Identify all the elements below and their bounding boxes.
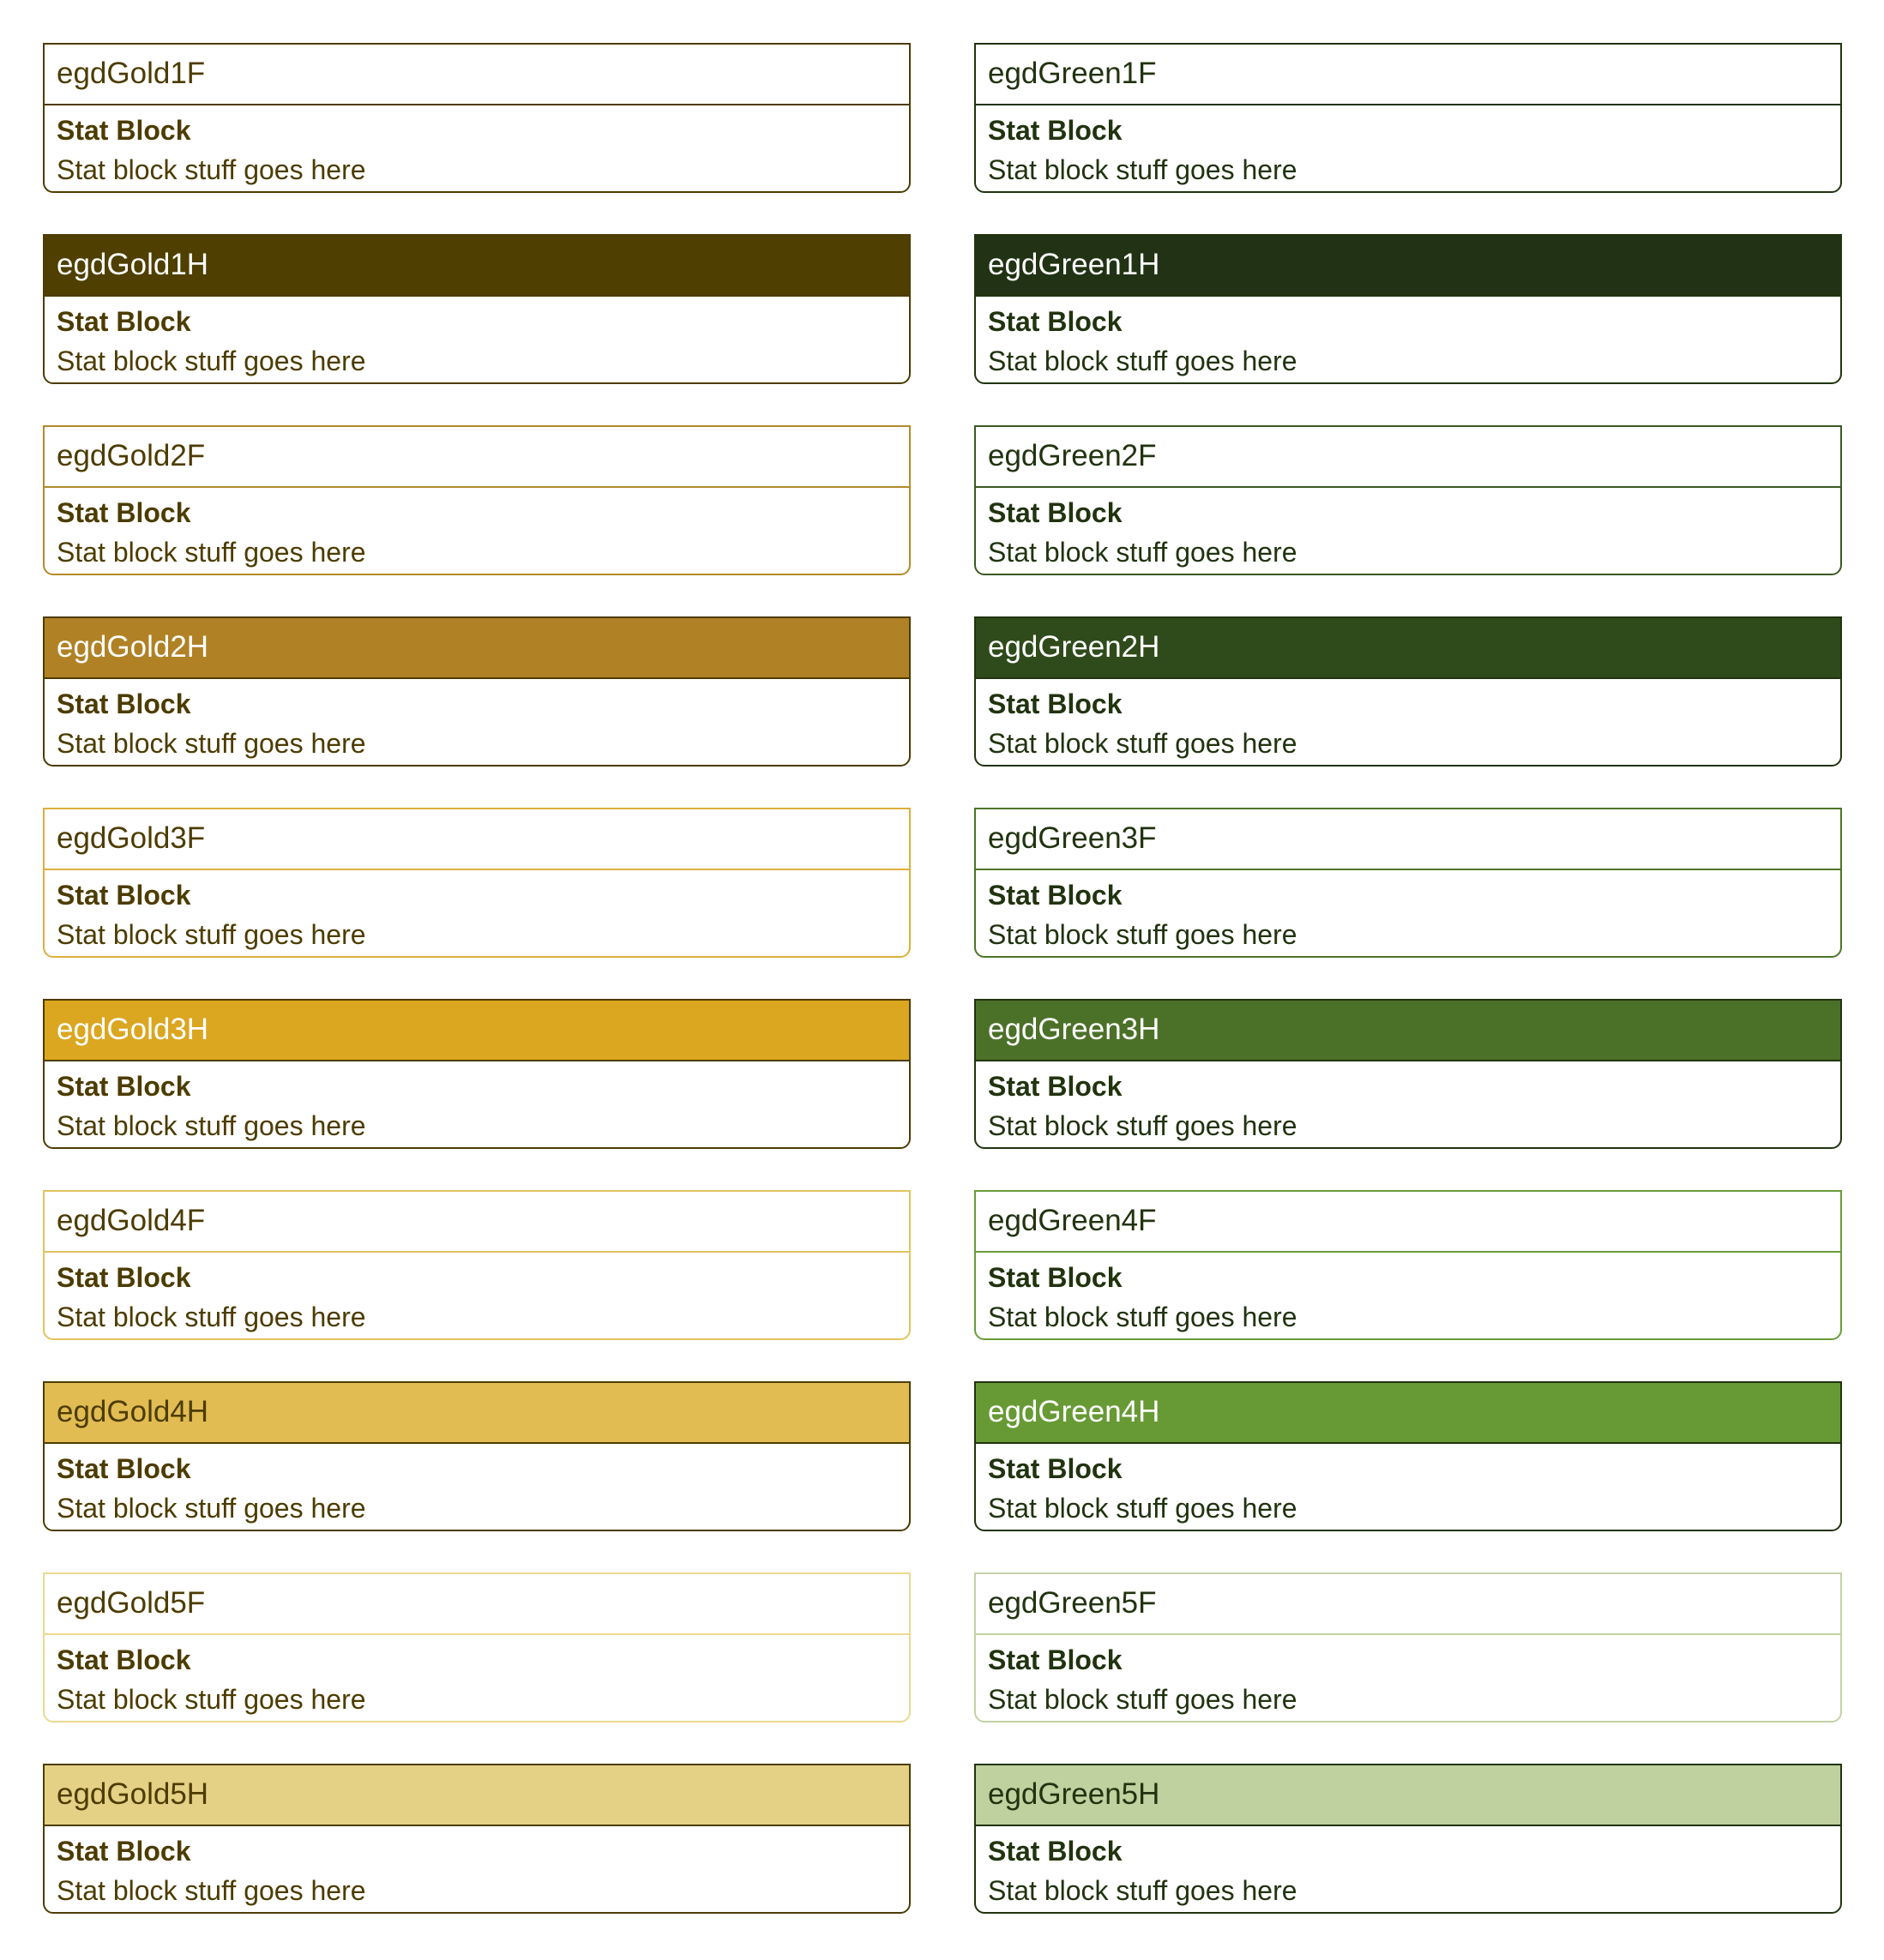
box-body [45,105,909,189]
stat-block-heading: Stat Block [988,497,1123,528]
stat-block-box-green-8 [974,1381,1842,1531]
stat-block-heading: Stat Block [57,1453,191,1484]
stat-block-box-gold-6 [43,999,911,1149]
box-body [45,488,909,572]
stat-block-box-green-3 [974,425,1842,575]
stat-block-heading: Stat Block [57,1836,191,1867]
stat-block-heading: Stat Block [57,306,191,337]
stat-block-box-gold-4 [43,616,911,767]
stat-block-box-green-2 [974,234,1842,384]
stat-block-heading: Stat Block [57,1262,191,1293]
box-title: egdGold2F [45,427,909,488]
stat-block-box-gold-10 [43,1764,911,1914]
box-title: egdGreen1H [976,236,1840,297]
stat-block-text: Stat block stuff goes here [57,346,366,376]
green-column [974,43,1842,1955]
stat-block-text: Stat block stuff goes here [57,1493,366,1524]
stat-block-heading: Stat Block [988,115,1123,146]
stat-block-heading: Stat Block [57,688,191,719]
stat-block-box-green-7 [974,1190,1842,1340]
stat-block-heading: Stat Block [988,1644,1123,1675]
gold-column [43,43,911,1955]
box-title: egdGold1F [45,45,909,105]
stat-block-text: Stat block stuff goes here [988,1684,1297,1715]
stat-block-text: Stat block stuff goes here [57,1684,366,1715]
box-body [976,105,1840,189]
stat-block-heading: Stat Block [988,306,1123,337]
stat-block-box-gold-3 [43,425,911,575]
stat-block-text: Stat block stuff goes here [57,1875,366,1906]
stat-block-text: Stat block stuff goes here [988,1493,1297,1524]
stat-block-box-green-5 [974,808,1842,958]
box-body [976,297,1840,381]
stat-block-text: Stat block stuff goes here [57,154,366,185]
stat-block-box-green-1 [974,43,1842,193]
stat-block-heading: Stat Block [988,1453,1123,1484]
box-title: egdGold4H [45,1383,909,1444]
box-title: egdGreen1F [976,45,1840,105]
box-body [976,1253,1840,1337]
stat-block-box-green-6 [974,999,1842,1149]
stat-block-box-gold-5 [43,808,911,958]
box-title: egdGreen2F [976,427,1840,488]
stat-block-text: Stat block stuff goes here [988,919,1297,950]
stat-block-box-green-10 [974,1764,1842,1914]
stat-block-box-green-4 [974,616,1842,767]
stat-block-heading: Stat Block [988,1262,1123,1293]
box-body [976,679,1840,763]
stat-block-box-gold-9 [43,1572,911,1723]
box-title: egdGold3H [45,1001,909,1061]
box-body [45,1061,909,1145]
box-body [976,1635,1840,1719]
box-title: egdGreen3H [976,1001,1840,1061]
stat-block-text: Stat block stuff goes here [57,1302,366,1332]
stat-block-text: Stat block stuff goes here [57,919,366,950]
stat-block-text: Stat block stuff goes here [57,728,366,759]
stat-block-box-gold-7 [43,1190,911,1340]
stat-block-text: Stat block stuff goes here [988,154,1297,185]
box-title: egdGreen5H [976,1765,1840,1826]
stat-block-text: Stat block stuff goes here [988,1875,1297,1906]
stat-block-text: Stat block stuff goes here [988,537,1297,568]
box-title: egdGreen2H [976,618,1840,679]
stat-block-heading: Stat Block [988,688,1123,719]
stat-block-heading: Stat Block [57,1644,191,1675]
stat-block-heading: Stat Block [57,880,191,911]
stat-block-heading: Stat Block [988,1071,1123,1102]
stat-block-text: Stat block stuff goes here [988,1110,1297,1141]
box-body [976,1061,1840,1145]
box-body [45,1444,909,1528]
stat-block-text: Stat block stuff goes here [57,537,366,568]
box-title: egdGreen5F [976,1574,1840,1635]
box-title: egdGold4F [45,1192,909,1253]
stat-block-heading: Stat Block [57,497,191,528]
box-body [976,1826,1840,1910]
stat-block-text: Stat block stuff goes here [57,1110,366,1141]
box-body [45,870,909,954]
box-title: egdGold5H [45,1765,909,1826]
stat-block-heading: Stat Block [57,1071,191,1102]
box-body [976,488,1840,572]
box-body [45,1826,909,1910]
box-body [45,297,909,381]
box-title: egdGold3F [45,809,909,870]
stat-block-box-gold-1 [43,43,911,193]
stat-block-box-green-9 [974,1572,1842,1723]
box-body [45,679,909,763]
box-title: egdGreen3F [976,809,1840,870]
box-title: egdGold2H [45,618,909,679]
box-body [976,1444,1840,1528]
box-title: egdGold5F [45,1574,909,1635]
stat-block-text: Stat block stuff goes here [988,1302,1297,1332]
stat-block-heading: Stat Block [988,1836,1123,1867]
box-body [976,870,1840,954]
stat-block-box-gold-2 [43,234,911,384]
stat-block-heading: Stat Block [988,880,1123,911]
stat-block-text: Stat block stuff goes here [988,346,1297,376]
box-title: egdGreen4H [976,1383,1840,1444]
box-title: egdGreen4F [976,1192,1840,1253]
box-title: egdGold1H [45,236,909,297]
stat-block-heading: Stat Block [57,115,191,146]
stat-block-text: Stat block stuff goes here [988,728,1297,759]
box-body [45,1253,909,1337]
box-body [45,1635,909,1719]
stat-block-box-gold-8 [43,1381,911,1531]
